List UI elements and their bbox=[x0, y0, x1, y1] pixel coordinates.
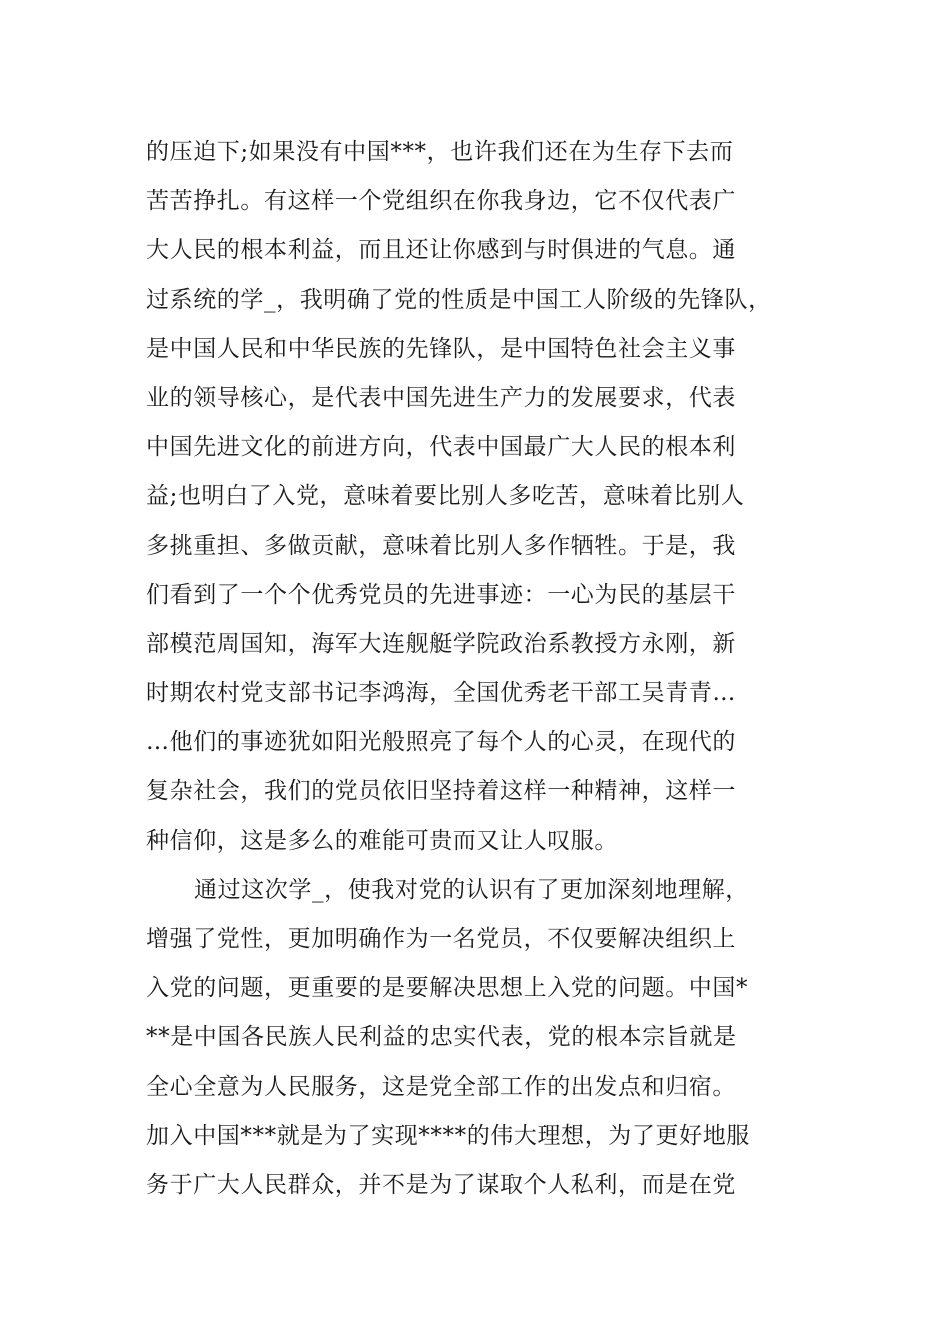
text-line: 部模范周国知，海军大连舰艇学院政治系教授方永刚，新 bbox=[146, 630, 736, 657]
text-line: 复杂社会，我们的党员依旧坚持着这样一种精神，这样一 bbox=[146, 778, 736, 805]
text-line: 的压迫下;如果没有中国***，也许我们还在为生存下去而 bbox=[146, 139, 734, 165]
body-text bbox=[146, 128, 826, 1210]
text-line: 苦苦挣扎。有这样一个党组织在你我身边，它不仅代表广 bbox=[146, 188, 736, 215]
text-line: 种信仰，这是多么的难能可贵而又让人叹服。 bbox=[146, 827, 618, 854]
text-line: 业的领导核心，是代表中国先进生产力的发展要求，代表 bbox=[146, 384, 736, 411]
paragraph-start-line: 通过这次学_，使我对党的认识有了更加深刻地理解， bbox=[194, 876, 749, 903]
text-line: …他们的事迹犹如阳光般照亮了每个人的心灵，在现代的 bbox=[146, 729, 736, 756]
text-line: 中国先进文化的前进方向，代表中国最广大人民的根本利 bbox=[146, 434, 736, 461]
text-line: 入党的问题，更重要的是要解决思想上入党的问题。中国* bbox=[146, 975, 749, 1002]
text-line: 大人民的根本利益，而且还让你感到与时俱进的气息。通 bbox=[146, 237, 736, 264]
text-line: 加入中国***就是为了实现****的伟大理想，为了更好地服 bbox=[146, 1122, 750, 1149]
text-line: 多挑重担、多做贡献，意味着比别人多作牺牲。于是，我 bbox=[146, 532, 736, 559]
text-line: 增强了党性，更加明确作为一名党员，不仅要解决组织上 bbox=[146, 926, 736, 952]
text-line: **是中国各民族人民利益的忠实代表，党的根本宗旨就是 bbox=[146, 1024, 737, 1051]
text-line: 务于广大人民群众，并不是为了谋取个人私利，而是在党 bbox=[146, 1171, 736, 1198]
text-line: 全心全意为人民服务，这是党全部工作的出发点和归宿。 bbox=[146, 1073, 736, 1100]
text-line: 时期农村党支部书记李鸿海，全国优秀老干部工吴青青… bbox=[146, 680, 736, 707]
text-line: 益;也明白了入党，意味着要比别人多吃苦，意味着比别人 bbox=[146, 483, 745, 510]
text-line: 是中国人民和中华民族的先锋队，是中国特色社会主义事 bbox=[146, 335, 736, 362]
text-line: 过系统的学_，我明确了党的性质是中国工人阶级的先锋队， bbox=[146, 286, 772, 313]
text-line: 们看到了一个个优秀党员的先进事迹：一心为民的基层干 bbox=[146, 581, 736, 608]
